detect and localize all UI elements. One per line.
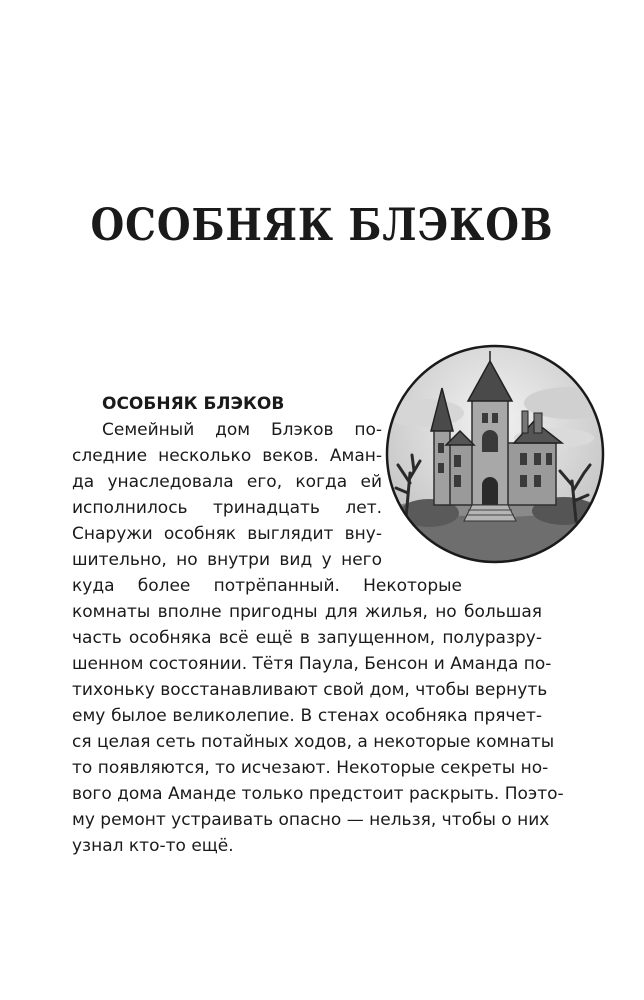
body-line: вого дома Аманде только предстоит раскрыть. Поэто- <box>72 784 564 804</box>
body-line: ся целая сеть потайных ходов, а некоторые комнаты <box>72 732 555 752</box>
body-line: исполнилось тринадцать лет. <box>72 498 382 518</box>
body-line: узнал кто-то ещё. <box>72 836 234 856</box>
haunted-mansion-icon <box>384 343 606 565</box>
body-line: куда более потрёпанный. Некоторые <box>72 576 462 596</box>
body-line: следние несколько веков. Аман- <box>72 446 382 466</box>
body-line: то появляются, то исчезают. Некоторые секреты но- <box>72 758 549 778</box>
body-line: тихоньку восстанавливают свой дом, чтобы вернуть <box>72 680 548 700</box>
body-line: шительно, но внутри вид у него <box>72 550 382 570</box>
chapter-title: ОСОБНЯК БЛЭКОВ <box>90 200 554 251</box>
body-line: шенном состоянии. Тётя Паула, Бенсон и Аманда по- <box>72 654 552 674</box>
body-line: ему былое великолепие. В стенах особняка прячет- <box>72 706 542 726</box>
body-line: Снаружи особняк выглядит вну- <box>72 524 382 544</box>
body-line: да унаследовала его, когда ей <box>72 472 382 492</box>
body-line: комнаты вполне пригодны для жилья, но большая <box>72 602 542 622</box>
body-line: часть особняка всё ещё в запущенном, полуразру- <box>72 628 542 648</box>
body-line: му ремонт устраивать опасно — нельзя, чтобы о них <box>72 810 550 830</box>
body-line: Семейный дом Блэков по- <box>102 420 382 440</box>
section-heading: ОСОБНЯК БЛЭКОВ <box>102 394 285 414</box>
